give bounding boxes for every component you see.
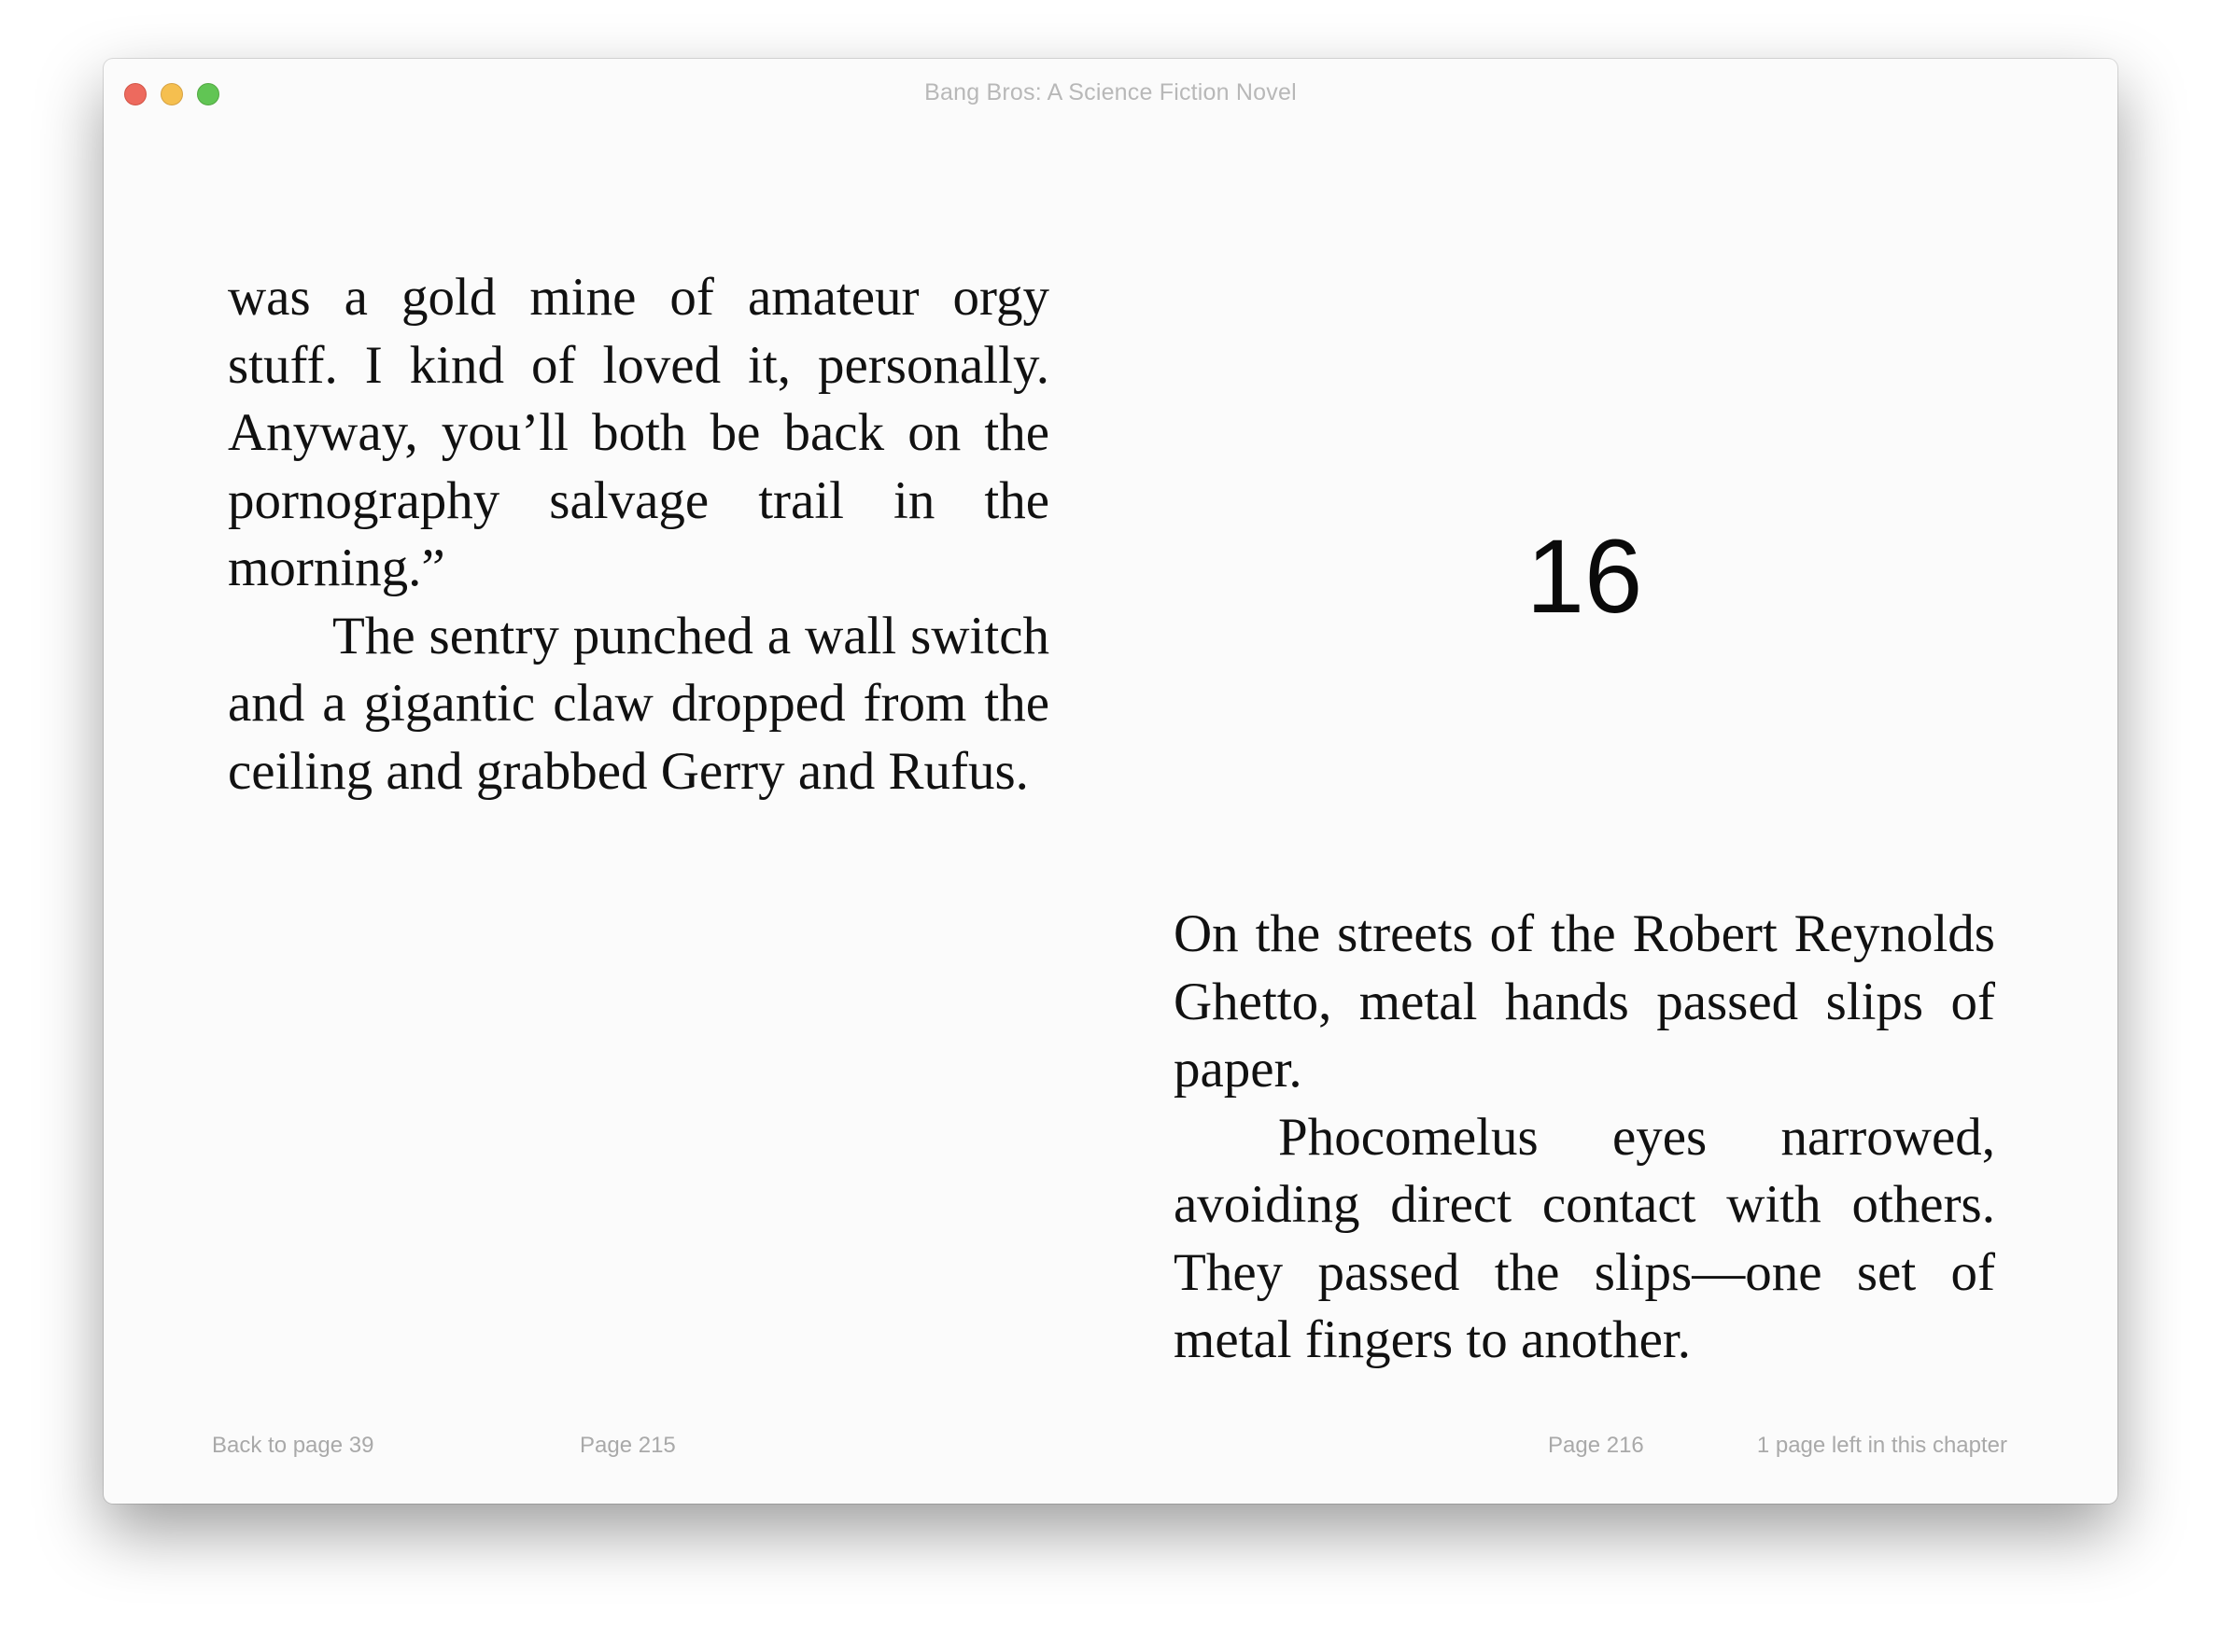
title-bar: [104, 59, 2117, 130]
paragraph: Phocomelus eyes narrowed, avoiding direct contact with others. They passed the slips—one set of metal fingers to another.: [1174, 1107, 1995, 1369]
window-title: Bang Bros: A Science Fiction Novel: [924, 79, 1297, 105]
paragraph: On the streets of the Robert Reynolds Ghetto, metal hands passed slips of paper.: [1174, 904, 1995, 1099]
back-to-page-link[interactable]: Back to page 39: [212, 1433, 374, 1458]
pages-left-in-chapter: 1 page left in this chapter: [1756, 1433, 2007, 1458]
paragraph: was a gold mine of amateur orgy stuff. I kind of loved it, personally. Anyway, you’ll both be back on the pornography salvage trail in the morning.”: [228, 268, 1049, 597]
book-reader-window: [104, 59, 2117, 1504]
paragraph: The sentry punched a wall switch and a gigantic claw dropped from the ceiling and grabbed Gerry and Rufus.: [228, 606, 1049, 801]
right-page-number: Page 216: [1548, 1433, 1644, 1458]
left-page-number: Page 215: [580, 1433, 676, 1458]
right-page-text: [1174, 901, 1995, 1375]
left-page-text: [228, 264, 1049, 805]
chapter-number: 16: [1526, 518, 1643, 635]
